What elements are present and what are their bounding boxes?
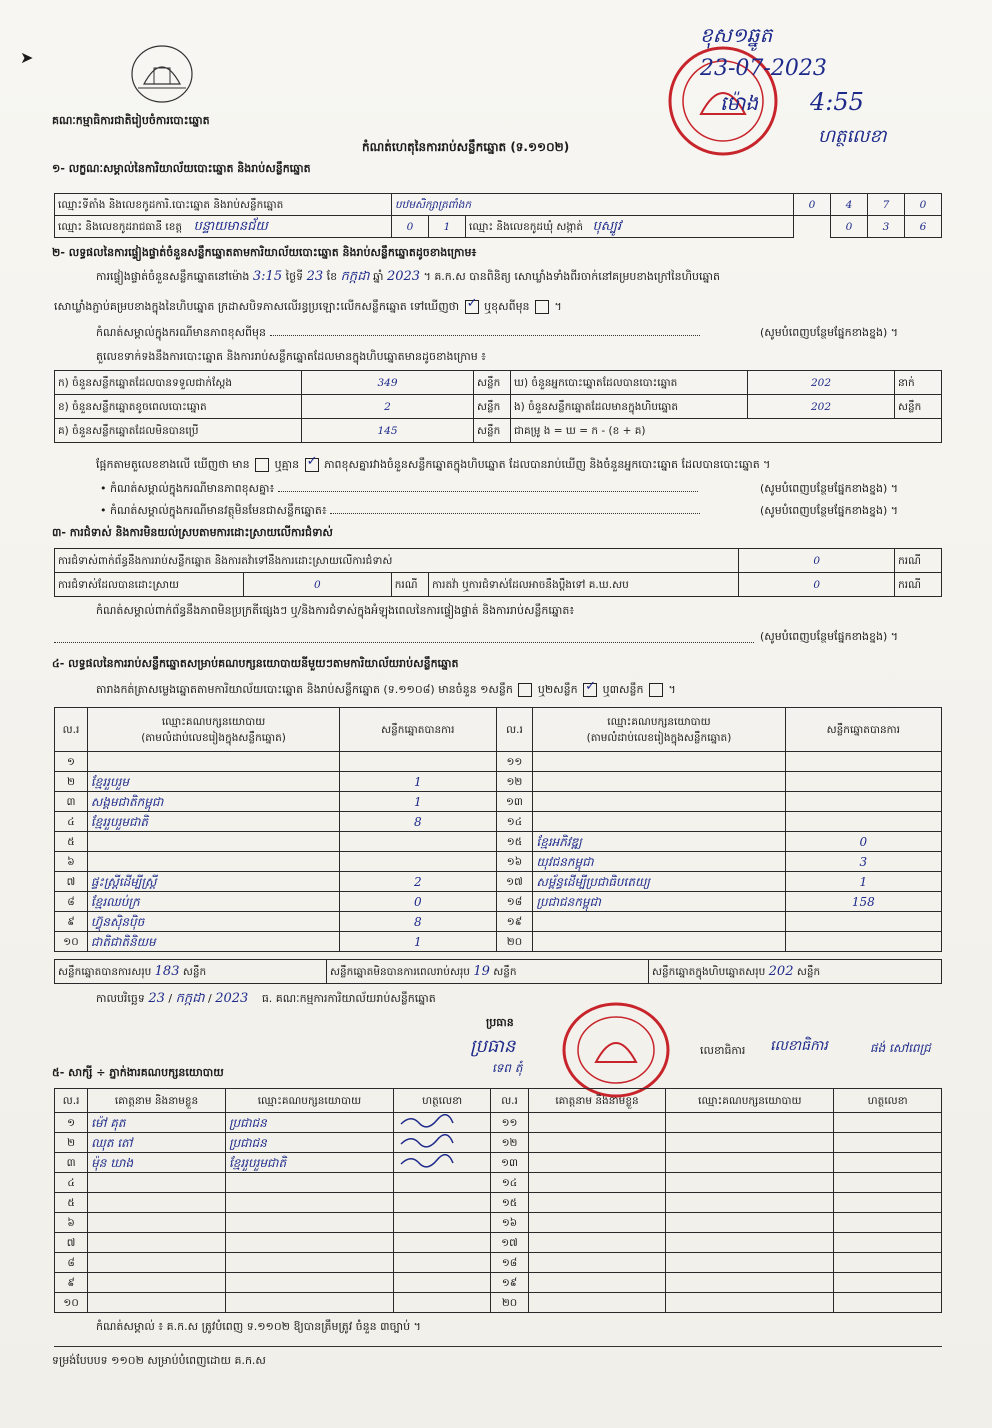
row-number: ១: [55, 752, 88, 772]
witness-party: [225, 1273, 393, 1293]
party-votes: 8: [340, 812, 496, 832]
witness-party: [225, 1193, 393, 1213]
witness-signature: [834, 1193, 942, 1213]
province-code-1: 0: [392, 216, 429, 238]
form-footer: ទម្រង់បែបបទ ១១០២ សម្រាប់បំពេញដោយ គ.ក.ស: [52, 1354, 266, 1367]
row-number: ៧: [55, 872, 88, 892]
fill-hint-2: (សូមបំពេញបន្ថែមផ្នែកខាងខ្នង) ។: [760, 482, 899, 495]
party-name: សម្ព័ន្ធដើម្បីប្រជាធិបតេយ្យ: [533, 872, 785, 892]
row-number: ៧: [55, 1233, 88, 1253]
witness-party: [225, 1173, 393, 1193]
objection-note: កំណត់សម្គាល់ពាក់ព័ន្ធនឹងភាពមិនប្រក្រតីផ្សេងៗ ឬ/និងការជំទាស់ក្នុងអំឡុងពេលនៃការផ្ទៀងផ្ទាត់ និងការរាប់សន្លឹកឆ្នោត៖: [96, 604, 575, 617]
stamp-signature: ហត្ថលេខា: [818, 126, 887, 147]
table-row: [55, 1193, 942, 1213]
table-row: [55, 812, 942, 832]
row-number: ១៤: [496, 812, 533, 832]
section3-title: ៣- ការជំទាស់ និងការមិនយល់ស្របតាមការដោះស្រាយលើការជំទាស់: [52, 526, 333, 539]
party-name: [533, 772, 785, 792]
party-votes: 3: [785, 852, 941, 872]
bullet-foreign-object: • កំណត់សម្គាល់ក្នុងករណីមានវត្ថុមិនមែនជាសន្លឹកឆ្នោត៖: [100, 504, 700, 518]
appeal-count: 0: [739, 573, 895, 597]
witness-name: [88, 1233, 226, 1253]
stamp-time: 4:55: [810, 88, 864, 116]
section4-title: ៤- លទ្ធផលនៃការរាប់សន្លឹកឆ្នោតសម្រាប់គណបក្សនយោបាយនីមួយៗតាមការិយាល័យរាប់សន្លឹកឆ្នោត: [52, 657, 459, 670]
commune-code-2: 3: [868, 216, 905, 238]
signing-line: កាលបរិច្ឆេទ 23 / កក្កដា / 2023 ធ. គណៈកម្មការការិយាល័យរាប់សន្លឹកឆ្នោត: [96, 991, 436, 1006]
witness-party: [225, 1293, 393, 1313]
witness-name: [88, 1193, 226, 1213]
witness-party: [666, 1173, 834, 1193]
party-name: [533, 812, 785, 832]
province-value: បន្ទាយមានជ័យ: [193, 218, 268, 234]
party-results-table: ល.រ ឈ្មោះគណបក្សនយោបាយ (តាមលំដាប់លេខរៀងក្នុងសន្លឹកឆ្នោត) សន្លឹកឆ្នោតបានការ ល.រ ឈ្មោះគណបក្សនយោបាយ (តាមលំដាប់លេខរៀងក្នុងសន្លឹកឆ្នោត) សន្លឹកឆ្នោតបានការ ១ ១១ ២ ខ្មែររួបរួម 1 ១២ ៣ សង្គមជាតិកម្ពុជា 1 ១៣ ៤ ខ្មែររួបរួមជាតិ 8 ១៤ ៥ ១៥ ខ្មែរអភិវឌ្ឍ 0 ៦ ១៦ យុវជនកម្ពុជា 3 ៧ ផ្ទះស្ត្រីដើម្បីស្ត្រី 2 ១៧ សម្ព័ន្ធដើម្បីប្រជាធិបតេយ្យ 1 ៨ ខ្មែរឈប់ក្រ 0 ១៨ ប្រជាជនកម្ពុជា 158 ៩ ហ៊្វុនស៊ិនប៉ិច 8 ១៩ ១០ ជាតិជាតិនិយម 1 ២០: [54, 707, 942, 952]
tally-sheet-line: តារាងកត់ត្រាសម្លេងឆ្នោតតាមការិយាល័យបោះឆ្នោត និងរាប់សន្លឹកឆ្នោត (ទ.១១០៨) មានចំនួន ១សន្លឹក ឬ២សន្លឹក ✓ ឬ៣សន្លឹក ។: [96, 679, 676, 696]
changed-checkbox[interactable]: [535, 300, 549, 314]
sign-day: 23: [148, 991, 165, 1006]
unused-value: 145: [302, 419, 474, 443]
stamp-date: 23-07-2023: [700, 56, 827, 81]
witness-party: [666, 1233, 834, 1253]
bullet-difference: • កំណត់សម្គាល់ក្នុងករណីមានភាពខុសគ្នា៖: [100, 482, 698, 496]
station-code-3: 7: [868, 194, 905, 216]
table-row: [55, 872, 942, 892]
row-number: ១១: [496, 752, 533, 772]
sign-month: កក្កដា: [175, 991, 205, 1006]
objection-table: ការជំទាស់ពាក់ព័ន្ធនឹងការរាប់សន្លឹកឆ្នោត និងការតវ៉ាទៅនឹងការដោះស្រាយលើការជំទាស់ 0 ករណី ការជំទាស់ដែលបានដោះស្រាយ 0 ករណី ការតវ៉ា ឬការជំទាស់ដែលអាចនឹងប្តឹងទៅ គ.ឃ.សប 0 ករណី: [54, 548, 942, 597]
table-row: [55, 892, 942, 912]
witness-signature: [834, 1213, 942, 1233]
row-number: ៣: [55, 792, 88, 812]
row-number: ១៥: [496, 832, 533, 852]
no-difference-checkbox[interactable]: ✓: [305, 458, 319, 472]
witness-party: ប្រជាជន: [225, 1113, 393, 1133]
witness-party: [666, 1273, 834, 1293]
party-votes: 158: [785, 892, 941, 912]
witness-name: [88, 1293, 226, 1313]
has-difference-checkbox[interactable]: [255, 458, 269, 472]
party-votes: 8: [340, 912, 496, 932]
table-row: [55, 912, 942, 932]
row-number: ៨: [55, 1253, 88, 1273]
verify-line-1: ការផ្ទៀងផ្ទាត់ចំនួនសន្លឹកឆ្នោតនៅម៉ោង 3:15 ថ្ងៃទី 23 ខែ កក្កដា ឆ្នាំ 2023 ។ គ.ក.ស បានពិនិត្យ សោឃ្លាំងទាំងពីរចាក់នៅគម្របខាងក្រៅនៃហិបឆ្នោត: [96, 269, 720, 284]
sign-year: 2023: [215, 991, 249, 1006]
footnote: កំណត់សម្គាល់ ៖ គ.ក.ស ត្រូវបំពេញ ទ.១១០២ ឱ្យបានត្រឹមត្រូវ ចំនួន ៣ច្បាប់ ។: [96, 1320, 421, 1333]
row-number: ១៦: [496, 852, 533, 872]
row-number: ៩: [55, 1273, 88, 1293]
witness-name: [528, 1273, 666, 1293]
party-name: ខ្មែររួបរួមជាតិ: [87, 812, 339, 832]
row-number: ១៥: [491, 1193, 528, 1213]
secretary-label: លេខាធិការ: [700, 1044, 746, 1057]
committee-stamp-icon: [560, 1000, 672, 1100]
row-number: ៦: [55, 852, 88, 872]
witness-signature: [834, 1273, 942, 1293]
witness-name: [528, 1233, 666, 1253]
commune-label: ឈ្មោះ និងលេខកូដឃុំ សង្កាត់ បុស្បូវ: [466, 216, 794, 238]
row-number: ១៩: [491, 1273, 528, 1293]
figures-intro: តួលេខទាក់ទងនឹងការបោះឆ្នោត និងការរាប់សន្លឹកឆ្នោតដែលមានក្នុងហិបឆ្នោតមានដូចខាងក្រោម ៖: [96, 350, 487, 363]
row-number: ១៦: [491, 1213, 528, 1233]
table-row: [55, 932, 942, 952]
witness-party: [666, 1133, 834, 1153]
party-name: យុវជនកម្ពុជា: [533, 852, 785, 872]
signature-scribble-icon: [397, 1134, 457, 1148]
party-name: [533, 792, 785, 812]
row-number: ១៤: [491, 1173, 528, 1193]
commune-code-1: 0: [831, 216, 868, 238]
witness-name: ឈុត តៅ: [88, 1133, 226, 1153]
secretary-name: ផង់ សៅពេជ្រ: [870, 1041, 931, 1055]
party-votes: [785, 932, 941, 952]
table-row: [55, 1173, 942, 1193]
commune-value: បុស្បូវ: [592, 218, 622, 234]
row-number: ១៨: [496, 892, 533, 912]
row-number: ១៧: [496, 872, 533, 892]
witness-name: [528, 1153, 666, 1173]
two-sheet-checkbox[interactable]: ✓: [583, 683, 597, 697]
chief-name: ទេព តុំ: [492, 1061, 523, 1075]
row-number: ១៩: [496, 912, 533, 932]
table-row: [55, 1273, 942, 1293]
witness-signature: [393, 1173, 491, 1193]
witness-signature: [393, 1233, 491, 1253]
witness-signature: [834, 1133, 942, 1153]
stamp-time-label: ម៉ោង: [720, 91, 759, 115]
row-number: ១៣: [496, 792, 533, 812]
total-in-box: 202: [768, 963, 794, 979]
party-name: ផ្ទះស្ត្រីដើម្បីស្ត្រី: [87, 872, 339, 892]
witness-signature: [834, 1253, 942, 1273]
witness-signature: [834, 1233, 942, 1253]
row-number: ២០: [491, 1293, 528, 1313]
table-row: [55, 1153, 942, 1173]
party-votes: [785, 752, 941, 772]
total-valid: 183: [154, 963, 180, 979]
witness-party: [666, 1113, 834, 1133]
section1-title: ១- លក្ខណៈសម្គាល់នៃការិយាល័យបោះឆ្នោត និងរាប់សន្លឹកឆ្នោត: [52, 162, 311, 175]
section1-table: [54, 193, 942, 238]
fill-hint-3: (សូមបំពេញបន្ថែមផ្នែកខាងខ្នង) ។: [760, 504, 899, 517]
party-name: [533, 912, 785, 932]
three-sheet-checkbox[interactable]: [649, 683, 663, 697]
party-name: [533, 752, 785, 772]
table-row: [55, 1133, 942, 1153]
witness-name: [528, 1253, 666, 1273]
party-votes: [340, 852, 496, 872]
row-number: ៨: [55, 892, 88, 912]
one-sheet-checkbox[interactable]: [518, 683, 532, 697]
witness-name: [88, 1273, 226, 1293]
row-number: ១០: [55, 1293, 88, 1313]
party-votes: 2: [340, 872, 496, 892]
row-number: ៤: [55, 1173, 88, 1193]
witness-party: [666, 1213, 834, 1233]
party-name: ខ្មែរឈប់ក្រ: [87, 892, 339, 912]
table-row: [55, 832, 942, 852]
witness-name: [528, 1173, 666, 1193]
witness-party: [666, 1253, 834, 1273]
intact-checkbox[interactable]: ✓: [465, 300, 479, 314]
station-label: ឈ្មោះទីតាំង និងលេខកូដការិ.បោះឆ្នោត និងរាប់សន្លឹកឆ្នោត: [55, 194, 392, 216]
witness-signature: [393, 1253, 491, 1273]
received-value: 349: [302, 371, 474, 395]
party-name: ជាតិជាតិនិយម: [87, 932, 339, 952]
party-name: [87, 852, 339, 872]
witness-signature: [393, 1113, 491, 1133]
station-code-1: 0: [794, 194, 831, 216]
witness-party: ប្រជាជន: [225, 1133, 393, 1153]
witness-name: ម៉ុន ឃាង: [88, 1153, 226, 1173]
witness-signature: [393, 1293, 491, 1313]
witness-party: [666, 1153, 834, 1173]
row-number: ៥: [55, 832, 88, 852]
table-row: [55, 1253, 942, 1273]
form-title: កំណត់ហេតុនៃការរាប់សន្លឹកឆ្នោត (ទ.១១០២): [362, 140, 570, 154]
row-number: ៣: [55, 1153, 88, 1173]
verify-month: កក្កដា: [340, 269, 370, 284]
row-number: ៥: [55, 1193, 88, 1213]
difference-line: ផ្អែកតាមតួលេខខាងលើ ឃើញថា មាន ឬគ្មាន ✓ ភាពខុសគ្នារវាងចំនួនសន្លឹកឆ្នោតក្នុងហិបឆ្នោត ដែលបានរាប់ឃើញ និងចំនួនអ្នកបោះឆ្នោត ដែលបានបោះឆ្នោត ។: [96, 454, 771, 471]
verify-time: 3:15: [252, 269, 283, 284]
party-name: ខ្មែររួបរួម: [87, 772, 339, 792]
table-row: [55, 792, 942, 812]
witness-name: [528, 1193, 666, 1213]
row-number: ១២: [496, 772, 533, 792]
witness-signature: [834, 1153, 942, 1173]
witness-signature: [834, 1293, 942, 1313]
signature-scribble-icon: [397, 1154, 457, 1168]
stamp-note: ខុស១ឆ្នូត: [700, 23, 773, 47]
witness-signature: [834, 1173, 942, 1193]
witness-party: [225, 1233, 393, 1253]
row-number: ១១: [491, 1113, 528, 1133]
voters-value: 202: [748, 371, 895, 395]
party-name: ខ្មែរអភិវឌ្ឍ: [533, 832, 785, 852]
row-number: ១០: [55, 932, 88, 952]
witness-table: ល.រ គោត្តនាម និងនាមខ្លួន ឈ្មោះគណបក្សនយោបាយ ហត្ថលេខា ល.រ គោត្តនាម និងនាមខ្លួន ឈ្មោះគណបក្សនយោបាយ ហត្ថលេខា ១ ម៉ៅ គុត ប្រជាជន ១១ ២ ឈុត តៅ ប្រជាជន ១២ ៣ ម៉ុន ឃាង ខ្មែររួបរួមជាតិ ១៣ ៤ ១៤ ៥ ១៥ ៦ ១៦ ៧ ១៧ ៨ ១៨ ៩ ១៩ ១០ ២០: [54, 1088, 942, 1313]
party-votes: [785, 792, 941, 812]
row-number: ១: [55, 1113, 88, 1133]
secretary-signature: លេខាធិការ: [770, 1038, 828, 1054]
party-votes: [340, 832, 496, 852]
party-votes: 1: [785, 872, 941, 892]
witness-party: ខ្មែររួបរួមជាតិ: [225, 1153, 393, 1173]
witness-signature: [393, 1193, 491, 1213]
party-name: ប្រជាជនកម្ពុជា: [533, 892, 785, 912]
witness-signature: [393, 1153, 491, 1173]
party-name: [87, 832, 339, 852]
party-name: សង្គមជាតិកម្ពុជា: [87, 792, 339, 812]
witness-name: [88, 1173, 226, 1193]
witness-name: ម៉ៅ គុត: [88, 1113, 226, 1133]
party-name: [533, 932, 785, 952]
station-value: បឋមសិក្សាត្រពាំងក: [392, 194, 794, 216]
witness-party: [666, 1193, 834, 1213]
witness-party: [225, 1213, 393, 1233]
row-number: ២០: [496, 932, 533, 952]
verify-day: 23: [306, 269, 324, 284]
in-box-value: 202: [748, 395, 895, 419]
party-name: [87, 752, 339, 772]
fill-hint-4: (សូមបំពេញបន្ថែមផ្នែកខាងខ្នង) ។: [760, 630, 899, 643]
table-row: [55, 1213, 942, 1233]
party-votes: [785, 912, 941, 932]
commune-code-3: 6: [905, 216, 942, 238]
row-number: ៤: [55, 812, 88, 832]
row-number: ១៨: [491, 1253, 528, 1273]
section5-title: ៥- សាក្សី ÷ ភ្នាក់ងារគណបក្សនយោបាយ: [52, 1066, 224, 1079]
national-emblem-icon: [128, 40, 196, 106]
party-votes: [785, 772, 941, 792]
party-name: ហ៊្វុនស៊ិនប៉ិច: [87, 912, 339, 932]
verify-line-2: សោឃ្លាំងភ្ជាប់គម្របខាងក្នុងនៃហិបឆ្នោត ក្រដាសបិទភាសលើរន្ធប្រឡោះលើកសន្លឹកឆ្នោត ទៅឃើញថា ✓ ឬខុសពីមុន ។: [54, 296, 562, 313]
station-code-4: 0: [905, 194, 942, 216]
table-row: [55, 1113, 942, 1133]
witness-signature: [393, 1213, 491, 1233]
ballot-count-table: ក) ចំនួនសន្លឹកឆ្នោតដែលបានទទួលជាក់ស្តែង 349 សន្លឹក ឃ) ចំនួនអ្នកបោះឆ្នោតដែលបានបោះឆ្នោត 202 នាក់ ខ) ចំនួនសន្លឹកឆ្នោតខូចពេលបោះឆ្នោត 2 សន្លឹក ង) ចំនួនសន្លឹកឆ្នោតដែលមានក្នុងហិបឆ្នោត 202 សន្លឹក គ) ចំនួនសន្លឹកឆ្នោតដែលមិនបានប្រើ 145 សន្លឹក ជាគម្រូ ង = ឃ = ក - (ខ + គ): [54, 370, 942, 443]
results-totals: សន្លឹកឆ្នោតបានការសរុប 183 សន្លឹក សន្លឹកឆ្នោតមិនបានការពេលរាប់សរុប 19 សន្លឹក សន្លឹកឆ្នោតក្នុងហិបឆ្នោតសរុប 202 សន្លឹក: [54, 959, 942, 984]
row-number: ២: [55, 772, 88, 792]
witness-party: [225, 1253, 393, 1273]
witness-name: [528, 1133, 666, 1153]
party-votes: 1: [340, 932, 496, 952]
witness-name: [528, 1113, 666, 1133]
witness-party: [666, 1293, 834, 1313]
province-label: ឈ្មោះ និងលេខកូដរាជធានី ខេត្ត បន្ទាយមានជ័យ: [55, 216, 392, 238]
witness-name: [528, 1293, 666, 1313]
section2-title: ២- លទ្ធផលនៃការផ្ទៀងផ្ទាត់ចំនួនសន្លឹកឆ្នោតតាមការិយាល័យបោះឆ្នោត និងរាប់សន្លឹកឆ្នោតដូចខាងក្រោម៖: [52, 246, 477, 259]
chief-signature: ប្រធាន: [470, 1036, 516, 1057]
province-code-2: 1: [429, 216, 466, 238]
resolved-count: 0: [243, 573, 391, 597]
witness-name: [88, 1213, 226, 1233]
party-votes: 0: [785, 832, 941, 852]
table-row: [55, 772, 942, 792]
total-invalid: 19: [473, 963, 490, 979]
signature-scribble-icon: [397, 1114, 457, 1128]
table-row: [55, 1233, 942, 1253]
objection-count: 0: [739, 549, 895, 573]
spoiled-value: 2: [302, 395, 474, 419]
commission-name: គណៈកម្មាធិការជាតិរៀបចំការបោះឆ្នោត: [52, 114, 210, 127]
row-number: ២: [55, 1133, 88, 1153]
party-votes: 1: [340, 772, 496, 792]
row-number: ១២: [491, 1133, 528, 1153]
witness-signature: [393, 1133, 491, 1153]
verify-year: 2023: [386, 269, 421, 284]
row-number: ១៣: [491, 1153, 528, 1173]
witness-signature: [834, 1113, 942, 1133]
row-number: ៩: [55, 912, 88, 932]
party-votes: 1: [340, 792, 496, 812]
table-row: [55, 752, 942, 772]
party-votes: 0: [340, 892, 496, 912]
note-changes: កំណត់សម្គាល់ក្នុងករណីមានភាពខុសពីមុន: [96, 326, 700, 340]
table-row: [55, 852, 942, 872]
chief-label: ប្រធាន: [486, 1016, 514, 1029]
table-row: [55, 1293, 942, 1313]
row-number: ៦: [55, 1213, 88, 1233]
witness-signature: [393, 1273, 491, 1293]
witness-name: [528, 1213, 666, 1233]
party-votes: [785, 812, 941, 832]
witness-name: [88, 1253, 226, 1273]
fill-hint-1: (សូមបំពេញបន្ថែមផ្នែកខាងខ្នង) ។: [760, 326, 899, 339]
mark-arrow-icon: ➤: [20, 48, 34, 67]
party-votes: [340, 752, 496, 772]
station-code-2: 4: [831, 194, 868, 216]
row-number: ១៧: [491, 1233, 528, 1253]
